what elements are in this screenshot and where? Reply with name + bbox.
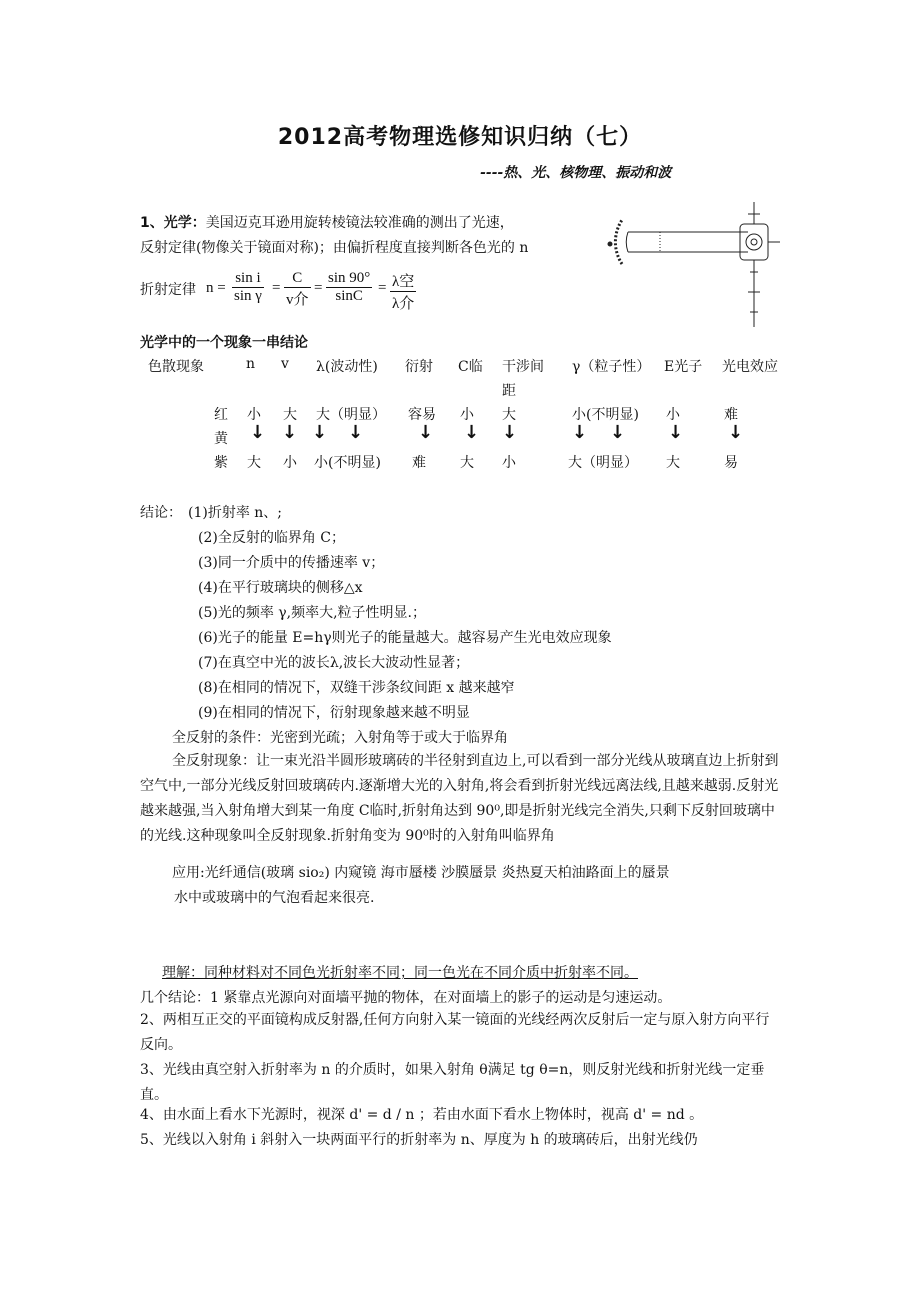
- arrow-down-icon: ↓: [250, 422, 266, 443]
- formula-eq2: =: [314, 280, 323, 296]
- th-v: v: [281, 356, 289, 372]
- result-2: 2、两相互正交的平面镜构成反射器,任何方向射入某一镜面的光线经两次反射后一定与原入射方向平行反向。: [140, 1012, 770, 1053]
- conclusion-item: (8)在相同的情况下，双缝干涉条纹间距 x 越来越窄: [198, 680, 515, 696]
- arrow-down-icon: ↓: [610, 422, 626, 443]
- result-4: 4、由水面上看水下光源时，视深 d' = d / n ；若由水面下看水上物体时，视高 d' = nd 。: [140, 1107, 704, 1123]
- row-violet-label: 紫: [214, 455, 228, 471]
- formula-frac-sin: $\frac{\text{sin i}}{\text{sin γ}}$: [234, 270, 262, 304]
- th-n: n: [246, 356, 256, 372]
- formula-n: n =: [206, 280, 226, 296]
- th-gamma: γ（粒子性）: [572, 359, 651, 375]
- result-1: 几个结论：1 紧靠点光源向对面墙平抛的物体，在对面墙上的影子的运动是匀速运动。: [140, 990, 672, 1006]
- arrow-down-icon: ↓: [282, 422, 298, 443]
- th-photoelectric: 光电效应: [722, 359, 778, 375]
- conclusion-item: (9)在相同的情况下，衍射现象越来越不明显: [198, 705, 470, 721]
- th-diffraction: 衍射: [405, 359, 433, 375]
- arrow-down-icon: ↓: [312, 422, 328, 443]
- th-photon-energy: E光子: [664, 359, 703, 375]
- arrow-down-icon: ↓: [464, 422, 480, 443]
- row-red-interference: 大: [502, 407, 516, 423]
- applications-line2: 水中或玻璃中的气泡看起来很亮.: [174, 890, 375, 906]
- row-violet-v: 小: [283, 455, 297, 471]
- row-violet-lambda: 小(不明显): [314, 455, 381, 471]
- formula-frac-lambda: λ空 λ介: [392, 274, 415, 312]
- page-title: 2012高考物理选修知识归纳（七）: [277, 125, 643, 150]
- table-heading: 光学中的一个现象一串结论: [140, 335, 308, 351]
- understanding-note: 理解：同种材料对不同色光折射率不同；同一色光在不同介质中折射率不同。: [162, 965, 638, 981]
- conclusion-item: (7)在真空中光的波长λ,波长大波动性显著；: [198, 655, 470, 671]
- row-violet-diffraction: 难: [412, 455, 426, 471]
- row-red-v: 大: [283, 407, 297, 423]
- th-interference-wrap: 距: [502, 383, 516, 399]
- result-3: 3、光线由真空射入折射率为 n 的介质时，如果入射角 θ满足 tg θ=n，则反射光线和折射光线一定垂直。: [140, 1062, 765, 1103]
- conclusion-item: (1)折射率 n、;: [188, 505, 283, 521]
- arrow-down-icon: ↓: [348, 422, 364, 443]
- th-dispersion: 色散现象: [148, 359, 204, 375]
- th-interference: 干涉间: [502, 359, 544, 375]
- row-violet-interference: 小: [502, 455, 516, 471]
- section1-label: 1、光学：: [140, 215, 206, 231]
- section1-line2: 反射定律(物像关于镜面对称)；由偏折程度直接判断各色光的 n: [140, 240, 529, 256]
- arrow-down-icon: ↓: [418, 422, 434, 443]
- row-violet-photoelectric: 易: [724, 455, 738, 471]
- michelson-apparatus-figure: [600, 202, 800, 332]
- conclusion-item: (3)同一介质中的传播速率 v；: [198, 555, 385, 571]
- row-red-photoelectric: 难: [724, 407, 738, 423]
- row-red-energy: 小: [666, 407, 680, 423]
- conclusion-item: (4)在平行玻璃块的侧移△x: [198, 580, 363, 596]
- row-violet-gamma: 大（明显）: [568, 455, 638, 471]
- row-red-critical: 小: [460, 407, 474, 423]
- total-reflection-condition: 全反射的条件：光密到光疏；入射角等于或大于临界角: [172, 730, 508, 746]
- arrow-down-icon: ↓: [502, 422, 518, 443]
- formula-frac-c: C v介: [286, 270, 309, 308]
- row-violet-energy: 大: [666, 455, 680, 471]
- arrow-down-icon: ↓: [728, 422, 744, 443]
- total-reflection-phenomenon: 全反射现象：让一束光沿半圆形玻璃砖的半径射到直边上,可以看到一部分光线从玻璃直边上折射到空气中,一部分光线反射回玻璃砖内.逐渐增大光的入射角,将会看到折射光线远离法线,且越来越弱.反射光越来越强,当入射角增大到某一角度 C临时,折射角达到 90⁰,即是折射光线完全消失,只剩下反射回玻璃中的光线.这种现象叫全反射现象.折射角变为 90⁰时的入射角叫临界角: [140, 753, 779, 844]
- row-yellow-label: 黄: [214, 431, 228, 447]
- page-subtitle: ----热、光、核物理、振动和波: [480, 165, 672, 181]
- conclusions-label: 结论：: [140, 505, 182, 521]
- formula-label: 折射定律: [140, 282, 196, 298]
- applications-line1: 应用:光纤通信(玻璃 sio₂) 内窥镜 海市蜃楼 沙膜蜃景 炎热夏天柏油路面上的蜃景: [172, 865, 670, 881]
- conclusion-item: (6)光子的能量 E=hγ则光子的能量越大。越容易产生光电效应现象: [198, 630, 612, 646]
- row-red-lambda: 大（明显）: [316, 407, 386, 423]
- row-red-diffraction: 容易: [408, 407, 436, 423]
- row-violet-n: 大: [247, 455, 261, 471]
- result-5: 5、光线以入射角 i 斜射入一块两面平行的折射率为 n、厚度为 h 的玻璃砖后，出射光线仍: [140, 1132, 698, 1148]
- row-red-n: 小: [247, 407, 261, 423]
- conclusion-item: (2)全反射的临界角 C；: [198, 530, 345, 546]
- formula-eq1: =: [272, 280, 281, 296]
- conclusion-item: (5)光的频率 γ,频率大,粒子性明显.；: [198, 605, 426, 621]
- row-red-label: 红: [214, 407, 228, 423]
- th-critical: C临: [458, 359, 483, 375]
- arrow-down-icon: ↓: [572, 422, 588, 443]
- section1-line1: 1、光学：美国迈克耳逊用旋转棱镜法较准确的测出了光速，: [140, 215, 514, 231]
- formula-eq3: =: [378, 280, 387, 296]
- row-red-gamma: 小(不明显): [572, 407, 639, 423]
- arrow-down-icon: ↓: [668, 422, 684, 443]
- th-lambda: λ(波动性): [316, 359, 378, 375]
- row-violet-critical: 大: [460, 455, 474, 471]
- formula-frac-90: $\frac{\sin 90^\circ}{\sin C}$: [328, 270, 371, 304]
